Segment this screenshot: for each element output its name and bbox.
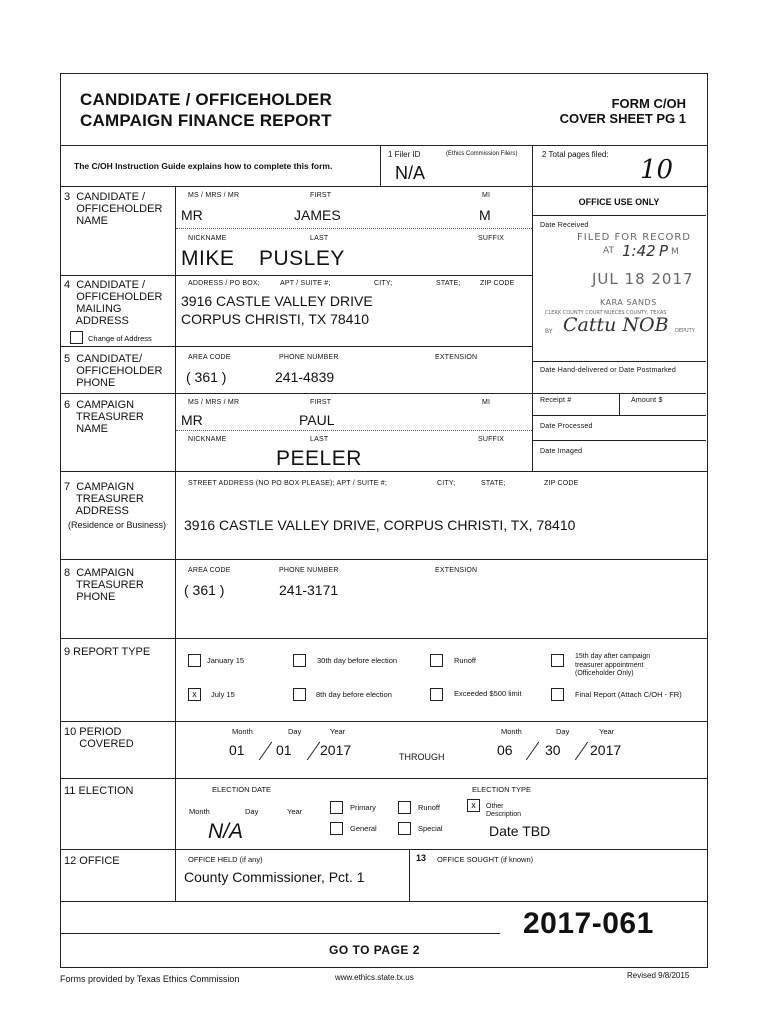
- filer-id-sub: (Ethics Commission Filers): [446, 151, 518, 157]
- office-sought-label: OFFICE SOUGHT (if known): [437, 855, 534, 864]
- period-to-month[interactable]: 06: [497, 742, 513, 758]
- stamp-by: BY: [545, 328, 553, 335]
- candidate-first-name[interactable]: JAMES: [294, 207, 341, 223]
- candidate-address-line2[interactable]: CORPUS CHRISTI, TX 78410: [181, 311, 370, 327]
- election-runoff-label: Runoff: [418, 803, 440, 812]
- candidate-prefix[interactable]: MR: [181, 207, 203, 223]
- sec3-nickname-label: NICKNAME: [188, 235, 227, 242]
- sec7-city-label: CITY;: [437, 480, 456, 487]
- sec3-prefix-label: MS / MRS / MR: [188, 192, 240, 199]
- revised-date: Revised 9/8/2015: [627, 971, 690, 980]
- sec12-label: 12 OFFICE: [64, 855, 120, 867]
- treasurer-area-code[interactable]: ( 361 ): [184, 582, 225, 598]
- from-month-label: Month: [232, 727, 253, 736]
- period-from-month[interactable]: 01: [229, 742, 245, 758]
- stamp-time: 1:42: [622, 242, 656, 260]
- election-other-description[interactable]: Date TBD: [489, 823, 551, 839]
- stamp-clerk: KARA SANDS: [600, 298, 657, 307]
- election-primary-label: Primary: [350, 803, 376, 812]
- sec4-apt-label: APT / SUITE #;: [280, 280, 331, 287]
- form-title-line1: CANDIDATE / OFFICEHOLDER: [80, 90, 332, 109]
- instruction-text: The C/OH Instruction Guide explains how to complete this form.: [74, 161, 333, 171]
- sec6-mi-label: MI: [482, 399, 491, 406]
- receipt-label: Receipt #: [540, 397, 572, 404]
- election-special-label: Special: [418, 824, 443, 833]
- sec5-ext-label: EXTENSION: [435, 354, 478, 361]
- sec6-prefix-label: MS / MRS / MR: [188, 399, 240, 406]
- treasurer-phone-number[interactable]: 241-3171: [279, 582, 339, 598]
- sec6-nickname-label: NICKNAME: [188, 436, 227, 443]
- sec9-label: 9 REPORT TYPE: [64, 646, 151, 658]
- election-type-label: ELECTION TYPE: [472, 785, 532, 794]
- candidate-nickname[interactable]: MIKE: [181, 247, 235, 270]
- amount-label: Amount $: [631, 397, 663, 404]
- sec8-phone-label: PHONE NUMBER: [279, 567, 339, 574]
- sec5-label: 5 CANDIDATE/ OFFICEHOLDER PHONE: [64, 353, 163, 389]
- election-general-checkbox[interactable]: [330, 822, 343, 835]
- report-exceeded-checkbox[interactable]: [430, 688, 443, 701]
- report-8th-checkbox[interactable]: [293, 688, 306, 701]
- election-day-label: Day: [245, 807, 259, 816]
- period-from-day[interactable]: 01: [276, 742, 292, 758]
- election-date-value[interactable]: N/A: [208, 820, 244, 843]
- candidate-last-name[interactable]: PUSLEY: [259, 247, 345, 270]
- report-8th-label: 8th day before election: [316, 690, 392, 699]
- forms-provided-text: Forms provided by Texas Ethics Commission: [60, 974, 240, 984]
- stamp-signature: Cattu NOB: [563, 314, 669, 336]
- report-runoff-label: Runoff: [454, 656, 476, 665]
- filer-id-value[interactable]: N/A: [395, 163, 426, 183]
- sec4-label: 4 CANDIDATE / OFFICEHOLDER MAILING ADDRESS: [64, 279, 163, 327]
- total-pages-label: 2 Total pages filed:: [542, 150, 609, 159]
- election-other-label: Other Description: [486, 803, 522, 818]
- sec8-label: 8 CAMPAIGN TREASURER PHONE: [64, 567, 144, 603]
- sec3-mi-label: MI: [482, 192, 491, 199]
- report-january-checkbox[interactable]: [188, 654, 201, 667]
- report-july-checkbox[interactable]: x: [188, 688, 201, 701]
- form-id: FORM C/OH: [611, 96, 686, 111]
- date-received-label: Date Received: [540, 222, 589, 229]
- change-of-address-checkbox[interactable]: [70, 331, 83, 344]
- sec4-state-label: STATE;: [436, 280, 461, 287]
- sec3-label: 3 CANDIDATE / OFFICEHOLDER NAME: [64, 191, 163, 227]
- date-processed-label: Date Processed: [540, 423, 593, 430]
- sec10-label: 10 PERIOD COVERED: [64, 726, 134, 750]
- candidate-address-line1[interactable]: 3916 CASTLE VALLEY DRIVE: [181, 293, 373, 309]
- election-special-checkbox[interactable]: [398, 822, 411, 835]
- sec6-label: 6 CAMPAIGN TREASURER NAME: [64, 399, 144, 435]
- from-day-label: Day: [288, 727, 302, 736]
- sec7-street-label: STREET ADDRESS (NO PO BOX PLEASE); APT / SUITE #;: [188, 480, 387, 487]
- report-exceeded-label: Exceeded $500 limit: [454, 689, 522, 698]
- office-held-label: OFFICE HELD (if any): [188, 855, 263, 864]
- stamp-date: JUL 18 2017: [592, 270, 694, 288]
- sec8-area-label: AREA CODE: [188, 567, 231, 574]
- candidate-mi[interactable]: M: [479, 207, 491, 223]
- date-hand-label: Date Hand-delivered or Date Postmarked: [540, 367, 676, 374]
- treasurer-address[interactable]: 3916 CASTLE VALLEY DRIVE, CORPUS CHRISTI, TX, 78410: [184, 517, 576, 533]
- change-of-address-label: Change of Address: [88, 334, 152, 343]
- sec4-city-label: CITY;: [374, 280, 393, 287]
- election-runoff-checkbox[interactable]: [398, 801, 411, 814]
- period-to-year[interactable]: 2017: [590, 742, 622, 758]
- sec11-label: 11 ELECTION: [64, 785, 134, 797]
- sec3-suffix-label: SUFFIX: [478, 235, 505, 242]
- date-imaged-label: Date Imaged: [540, 448, 583, 455]
- period-to-day[interactable]: 30: [545, 742, 561, 758]
- stamp-filed: FILED FOR RECORD: [577, 232, 691, 243]
- ethics-url[interactable]: www.ethics.state.tx.us: [335, 973, 414, 982]
- report-30th-label: 30th day before election: [317, 656, 398, 665]
- election-year-label: Year: [287, 807, 303, 816]
- to-day-label: Day: [556, 727, 570, 736]
- stamp-at: AT: [603, 246, 614, 256]
- through-label: THROUGH: [399, 752, 445, 762]
- election-month-label: Month: [189, 807, 210, 816]
- election-general-label: General: [350, 824, 377, 833]
- report-final-checkbox[interactable]: [551, 688, 564, 701]
- document-number-stamp: 2017-061: [523, 907, 654, 940]
- report-final-label: Final Report (Attach C/OH - FR): [575, 690, 682, 699]
- filer-id-label: 1 Filer ID: [388, 150, 421, 159]
- sec6-first-label: FIRST: [310, 399, 332, 406]
- report-runoff-checkbox[interactable]: [430, 654, 443, 667]
- treasurer-first-name[interactable]: PAUL: [299, 412, 335, 428]
- period-from-year[interactable]: 2017: [320, 742, 352, 758]
- stamp-county: CLERK COUNTY COURT NUECES COUNTY, TEXAS: [545, 310, 667, 316]
- sec4-zip-label: ZIP CODE: [480, 280, 515, 287]
- sec8-ext-label: EXTENSION: [435, 567, 478, 574]
- go-to-page-2: GO TO PAGE 2: [329, 943, 420, 957]
- sec3-last-label: LAST: [310, 235, 329, 242]
- report-30th-checkbox[interactable]: [293, 654, 306, 667]
- sec7-label: 7 CAMPAIGN TREASURER ADDRESS: [64, 481, 144, 517]
- sec6-suffix-label: SUFFIX: [478, 436, 505, 443]
- total-pages-value[interactable]: 10: [640, 155, 674, 185]
- to-month-label: Month: [501, 727, 522, 736]
- sec7-sublabel: (Residence or Business): [68, 520, 167, 530]
- sec7-state-label: STATE;: [481, 480, 506, 487]
- office-held-value[interactable]: County Commissioner, Pct. 1: [184, 869, 365, 885]
- report-15th-checkbox[interactable]: [551, 654, 564, 667]
- stamp-deputy: DEPUTY: [675, 328, 695, 334]
- sec4-address-label: ADDRESS / PO BOX;: [188, 280, 260, 287]
- report-january-label: January 15: [207, 656, 245, 665]
- candidate-phone-number[interactable]: 241-4839: [275, 369, 335, 385]
- treasurer-last-name[interactable]: PEELER: [276, 447, 362, 470]
- election-primary-checkbox[interactable]: [330, 801, 343, 814]
- sec7-zip-label: ZIP CODE: [544, 480, 579, 487]
- stamp-m-suffix: M: [671, 247, 679, 257]
- sec13-number: 13: [416, 853, 427, 863]
- form-title-line2: CAMPAIGN FINANCE REPORT: [80, 111, 332, 130]
- to-year-label: Year: [599, 727, 615, 736]
- report-15th-label: 15th day after campaign treasurer appointment (Officeholder Only): [575, 653, 651, 677]
- election-other-checkbox[interactable]: x: [467, 799, 480, 812]
- stamp-m: P: [659, 242, 669, 260]
- treasurer-prefix[interactable]: MR: [181, 412, 203, 428]
- candidate-area-code[interactable]: ( 361 ): [186, 369, 227, 385]
- report-july-label: July 15: [211, 690, 235, 699]
- form-cover-sheet: COVER SHEET PG 1: [559, 111, 686, 126]
- sec3-first-label: FIRST: [310, 192, 332, 199]
- from-year-label: Year: [330, 727, 346, 736]
- sec6-last-label: LAST: [310, 436, 329, 443]
- election-date-label: ELECTION DATE: [212, 785, 272, 794]
- office-use-title: OFFICE USE ONLY: [578, 197, 660, 207]
- sec5-area-label: AREA CODE: [188, 354, 231, 361]
- sec5-phone-label: PHONE NUMBER: [279, 354, 339, 361]
